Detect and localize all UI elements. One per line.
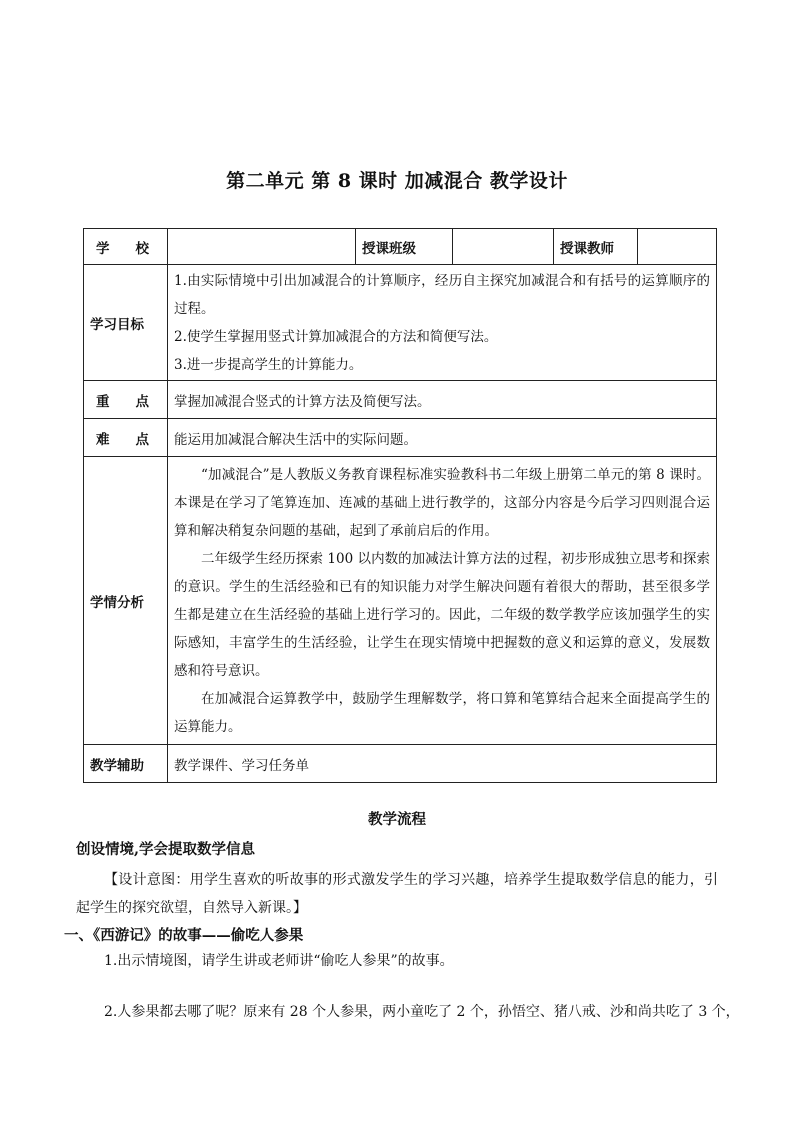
class-label: 授课班级	[356, 229, 453, 265]
section-intro-heading: 创设情境,学会提取数学信息	[76, 841, 256, 858]
aids-label: 教学辅助	[84, 745, 168, 783]
objective-item: 3.进一步提高学生的计算能力。	[174, 356, 363, 373]
table-row-aids	[84, 745, 717, 783]
aids-value: 教学课件、学习任务单	[168, 745, 717, 783]
table-row-analysis	[84, 457, 717, 745]
table-row-difficulty	[84, 419, 717, 457]
table-row-school	[84, 229, 717, 265]
objective-item: 1.由实际情境中引出加减混合的计算顺序，经历自主探究加减混合和有括号的运算顺序的过程。	[174, 272, 710, 317]
difficulty-label: 难 点	[96, 431, 149, 448]
teacher-label: 授课教师	[554, 229, 638, 265]
difficulty-label-cell	[84, 419, 168, 457]
analysis-paragraph: “加减混合”是人教版义务教育课程标准实验教科书二年级上册第二单元的第 8 课时。本课是在学习了笔算连加、连减的基础上进行教学的，这部分内容是今后学习四则混合运算和解决稍复杂问题的基础，起到了承前启后的作用。	[174, 466, 710, 539]
class-value	[453, 229, 554, 265]
lesson-info-table	[83, 228, 717, 783]
key-value: 掌握加减混合竖式的计算方法及简便写法。	[168, 381, 717, 419]
part1-heading: 一、《西游记》的故事——偷吃人参果	[64, 927, 304, 944]
analysis-cell	[168, 457, 717, 745]
step-1: 1.出示情境图，请学生讲或老师讲“偷吃人参果”的故事。	[104, 953, 454, 969]
analysis-label: 学情分析	[84, 457, 168, 745]
school-label: 学 校	[96, 240, 149, 257]
key-label: 重 点	[96, 393, 149, 410]
flow-title: 教学流程	[368, 811, 426, 828]
table-row-objectives	[84, 265, 717, 381]
analysis-paragraph: 二年级学生经历探索 100 以内数的加减法计算方法的过程，初步形成独立思考和探索的意识。学生的生活经验和已有的知识能力对学生解决问题有着很大的帮助，甚至很多学生都是建立在生活经验的基础上进行学习的。因此，二年级的数学教学应该加强学生的实际感知，丰富学生的生活经验，让学生在现实情境中把握数的意义和运算的意义，发展数感和符号意识。	[174, 550, 710, 679]
analysis-paragraph: 在加减混合运算教学中，鼓励学生理解数学，将口算和笔算结合起来全面提高学生的运算能力。	[174, 690, 710, 735]
design-intent: 【设计意图：用学生喜欢的听故事的形式激发学生的学习兴趣，培养学生提取数学信息的能力，引起学生的探究欲望，自然导入新课。】	[76, 872, 718, 916]
school-label-cell	[84, 229, 168, 265]
step-2: 2.人参果都去哪了呢？原来有 28 个人参果，两小童吃了 2 个，孙悟空、猪八戒、沙和尚共吃了 3 个，	[104, 1004, 740, 1020]
objectives-label: 学习目标	[84, 265, 168, 381]
document-title: 第二单元 第 8 课时 加减混合 教学设计	[226, 170, 568, 192]
key-label-cell	[84, 381, 168, 419]
objectives-cell	[168, 265, 717, 381]
teacher-value	[638, 229, 717, 265]
difficulty-value: 能运用加减混合解决生活中的实际问题。	[168, 419, 717, 457]
school-value	[168, 229, 356, 265]
objective-item: 2.使学生掌握用竖式计算加减混合的方法和简便写法。	[174, 328, 498, 345]
table-row-key-point	[84, 381, 717, 419]
